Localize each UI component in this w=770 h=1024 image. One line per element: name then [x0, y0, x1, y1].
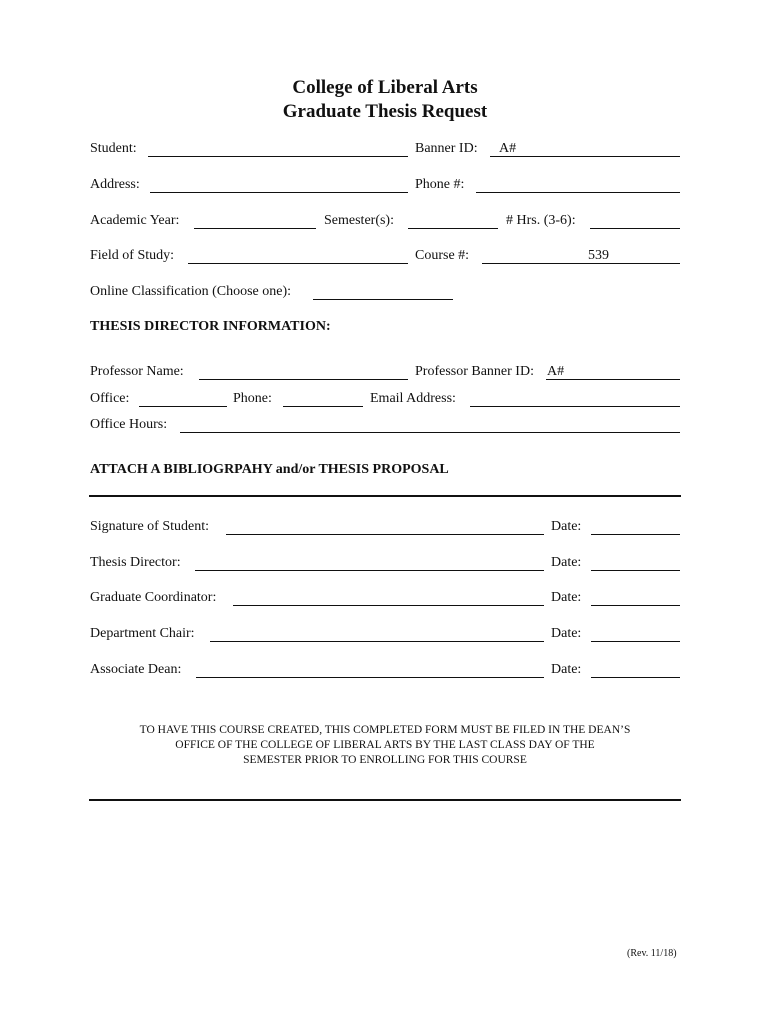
- student-field[interactable]: [148, 156, 408, 157]
- signature-student-label: Signature of Student:: [90, 519, 209, 534]
- form-title-line1: College of Liberal Arts: [292, 77, 478, 98]
- date-chair-field[interactable]: [591, 641, 680, 642]
- filing-notice-line3: SEMESTER PRIOR TO ENROLLING FOR THIS COURSE: [243, 754, 527, 766]
- email-label: Email Address:: [370, 391, 456, 406]
- date-coordinator-field[interactable]: [591, 605, 680, 606]
- professor-banner-prefix: A#: [547, 364, 565, 379]
- form-title-line2: Graduate Thesis Request: [282, 101, 488, 122]
- revision-label: (Rev. 11/18): [627, 948, 677, 959]
- academic-year-field[interactable]: [194, 228, 316, 229]
- date-director-label: Date:: [551, 555, 582, 570]
- date-chair-label: Date:: [551, 626, 582, 641]
- office-hours-field[interactable]: [180, 432, 680, 433]
- professor-banner-label: Professor Banner ID:: [415, 364, 534, 379]
- professor-name-field[interactable]: [199, 379, 408, 380]
- course-field[interactable]: [482, 263, 680, 264]
- address-label: Address:: [90, 177, 140, 192]
- semester-field[interactable]: [408, 228, 498, 229]
- director-phone-field[interactable]: [283, 406, 363, 407]
- signature-director-label: Thesis Director:: [90, 555, 181, 570]
- date-director-field[interactable]: [591, 570, 680, 571]
- course-label: Course #:: [415, 248, 470, 263]
- section-divider-bottom: [89, 799, 681, 801]
- date-student-label: Date:: [551, 519, 582, 534]
- professor-name-label: Professor Name:: [90, 364, 184, 379]
- office-field[interactable]: [139, 406, 227, 407]
- course-value: 539: [588, 248, 609, 263]
- phone-label: Phone #:: [415, 177, 465, 192]
- date-student-field[interactable]: [591, 534, 680, 535]
- signature-dean-field[interactable]: [196, 677, 544, 678]
- director-heading: THESIS DIRECTOR INFORMATION:: [90, 319, 331, 334]
- banner-id-label: Banner ID:: [415, 141, 478, 156]
- banner-id-prefix: A#: [499, 141, 517, 156]
- signature-coordinator-label: Graduate Coordinator:: [90, 590, 217, 605]
- filing-notice-line2: OFFICE OF THE COLLEGE OF LIBERAL ARTS BY THE LAST CLASS DAY OF THE: [175, 739, 595, 751]
- date-dean-label: Date:: [551, 662, 582, 677]
- filing-notice-line1: TO HAVE THIS COURSE CREATED, THIS COMPLETED FORM MUST BE FILED IN THE DEAN’S: [139, 724, 631, 736]
- semester-label: Semester(s):: [324, 213, 394, 228]
- signature-dean-label: Associate Dean:: [90, 662, 182, 677]
- signature-director-field[interactable]: [195, 570, 544, 571]
- academic-year-label: Academic Year:: [90, 213, 180, 228]
- student-label: Student:: [90, 141, 137, 156]
- date-coordinator-label: Date:: [551, 590, 582, 605]
- address-field[interactable]: [150, 192, 408, 193]
- signature-student-field[interactable]: [226, 534, 544, 535]
- office-label: Office:: [90, 391, 130, 406]
- director-phone-label: Phone:: [233, 391, 272, 406]
- field-of-study-field[interactable]: [188, 263, 408, 264]
- professor-banner-field[interactable]: [546, 379, 680, 380]
- signature-chair-label: Department Chair:: [90, 626, 195, 641]
- section-divider-top: [89, 495, 681, 497]
- hours-label: # Hrs. (3-6):: [506, 213, 576, 228]
- banner-id-field[interactable]: [490, 156, 680, 157]
- office-hours-label: Office Hours:: [90, 417, 168, 432]
- date-dean-field[interactable]: [591, 677, 680, 678]
- online-classification-field[interactable]: [313, 299, 453, 300]
- attach-heading: ATTACH A BIBLIOGRPAHY and/or THESIS PROPOSAL: [90, 462, 449, 477]
- hours-field[interactable]: [590, 228, 680, 229]
- phone-field[interactable]: [476, 192, 680, 193]
- email-field[interactable]: [470, 406, 680, 407]
- online-classification-label: Online Classification (Choose one):: [90, 284, 292, 299]
- field-of-study-label: Field of Study:: [90, 248, 175, 263]
- signature-coordinator-field[interactable]: [233, 605, 544, 606]
- signature-chair-field[interactable]: [210, 641, 544, 642]
